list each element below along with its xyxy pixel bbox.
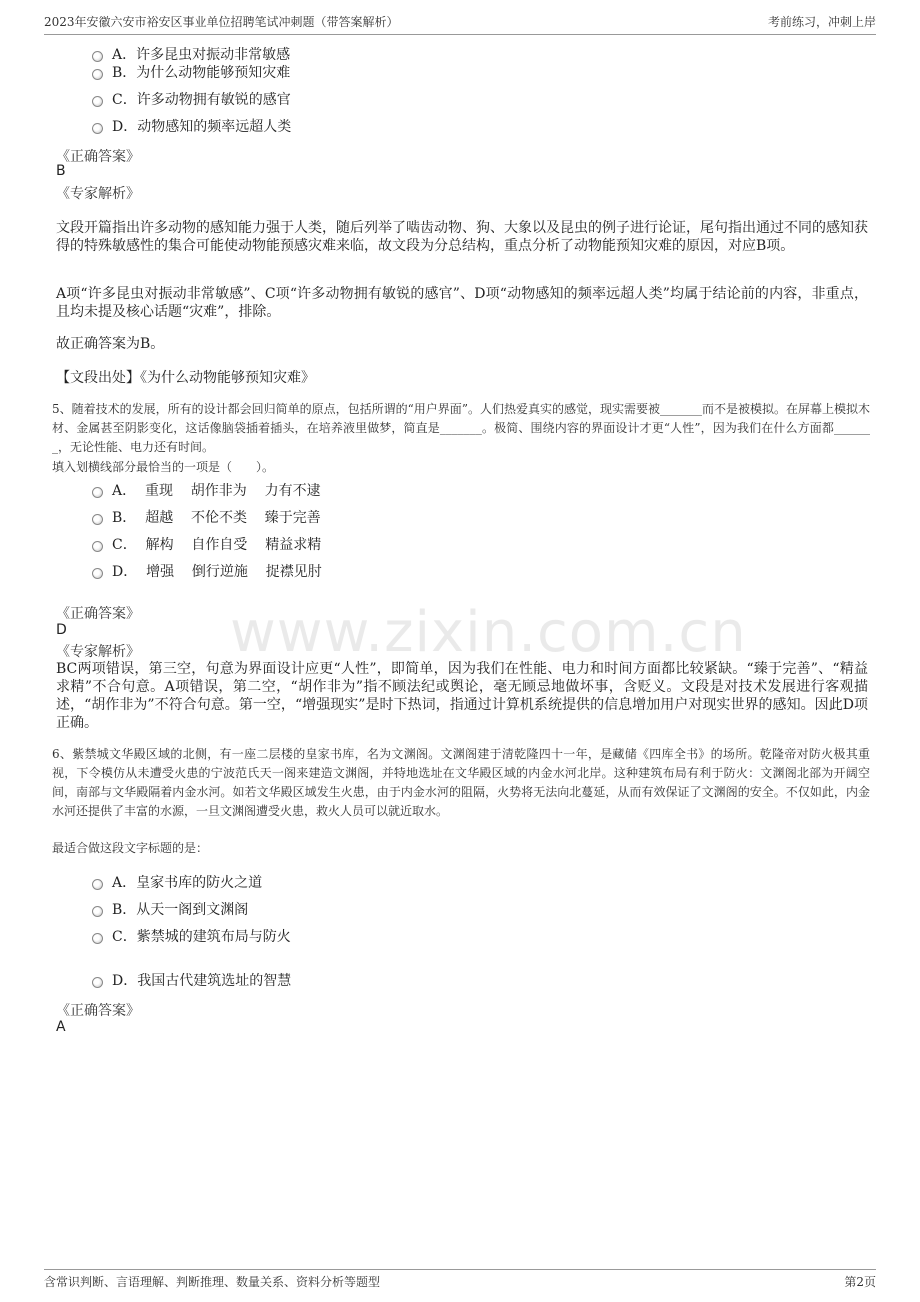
q6-option-c[interactable] [92,926,291,946]
q4-analysis-paragraph-1: 文段开篇指出许多动物的感知能力强于人类，随后列举了啮齿动物、狗、大象以及昆虫的例子进行论证，尾句指出通过不同的感知获得的特殊敏感性的集合可能使动物能预感灾难来临，故文段为分总结构，重点分析了动物能预知灾难的原因，对应B项。 [56,220,868,254]
q5-prompt: 填入划横线部分最恰当的一项是（ ）。 [52,460,275,474]
q4-option-c-text: C．许多动物拥有敏锐的感官 [112,92,291,108]
q4-answer: B [56,163,66,179]
q6-option-a[interactable] [92,872,262,892]
radio-icon[interactable] [92,69,103,80]
q5-answer-label: 《正确答案》 [56,606,140,622]
radio-icon[interactable] [92,879,103,890]
q4-answer-label: 《正确答案》 [56,149,140,165]
radio-icon[interactable] [92,933,103,944]
q4-analysis-paragraph-3: 故正确答案为B。 [56,336,165,352]
watermark: www.zixin.com.cn [230,600,747,665]
q5-analysis: BC两项错误，第三空，句意为界面设计应更“人性”，即简单，因为我们在性能、电力和时间方面都比较紧缺。“臻于完善”、“精益求精”不合句意。A项错误，第二空，“胡作非为”指不顾法纪或舆论，毫无顾忌地做坏事，含贬义。文段是对技术发展进行客观描述，“胡作非为”不符合句意。第一空，“增强现实”是时下热词，指通过计算机系统提供的信息增加用户对现实世界的感知。因此D项正确。 [56,661,868,731]
radio-icon[interactable] [92,977,103,988]
radio-icon[interactable] [92,51,103,62]
q4-analysis-label: 《专家解析》 [56,186,140,202]
q5-option-a-text: A． 重现 胡作非为 力有不逮 [112,483,321,499]
radio-icon[interactable] [92,123,103,134]
q5-option-a[interactable] [92,480,321,500]
q5-answer: D [56,622,67,638]
document-title: 2023年安徽六安市裕安区事业单位招聘笔试冲刺题（带答案解析） [44,15,399,29]
q6-option-d-text: D．我国古代建筑选址的智慧 [112,973,292,989]
q6-option-a-text: A．皇家书库的防火之道 [112,875,263,891]
radio-icon[interactable] [92,514,103,525]
radio-icon[interactable] [92,906,103,917]
q4-option-d[interactable] [92,116,291,136]
radio-icon[interactable] [92,487,103,498]
q4-option-a[interactable] [92,44,290,64]
q6-prompt: 最适合做这段文字标题的是： [52,841,209,855]
q5-stem: 5、随着技术的发展，所有的设计都会回归简单的原点，包括所谓的“用户界面”。人们热爱真实的感觉，现实需要被_______而不是被模拟。在屏幕上模拟木材、金属甚至阴影变化，这话像脑袋插着插头，在培养液里做梦，简直是_______。极简、围绕内容的界面设计才更“人性”，因为我们在什么方面都_______，无论性能、电力还有时间。 [52,402,870,454]
q5-option-c-text: C． 解构 自作自受 精益求精 [112,537,322,553]
q4-source: 【文段出处】《为什么动物能够预知灾难》 [56,370,315,386]
radio-icon[interactable] [92,96,103,107]
q4-option-c[interactable] [92,89,291,109]
q5-option-d-text: D． 增强 倒行逆施 捉襟见肘 [112,564,322,580]
q6-option-d[interactable] [92,970,291,990]
q5-option-b[interactable] [92,507,321,527]
q4-option-b[interactable] [92,62,290,82]
footer-description: 含常识判断、言语理解、判断推理、数量关系、资料分析等题型 [44,1275,381,1289]
q6-answer-label: 《正确答案》 [56,1003,140,1019]
radio-icon[interactable] [92,568,103,579]
q4-option-b-text: B．为什么动物能够预知灾难 [112,65,291,81]
q6-option-b-text: B．从天一阁到文渊阁 [112,902,249,918]
page-number: 第2页 [844,1275,876,1289]
q5-analysis-label: 《专家解析》 [56,644,140,660]
q6-answer: A [56,1019,66,1035]
header-divider [44,34,876,35]
q5-option-b-text: B． 超越 不伦不类 臻于完善 [112,510,321,526]
radio-icon[interactable] [92,541,103,552]
q6-option-c-text: C．紫禁城的建筑布局与防火 [112,929,291,945]
q6-stem: 6、紫禁城文华殿区域的北侧，有一座二层楼的皇家书库，名为文渊阁。文渊阁建于清乾隆四十一年，是藏储《四库全书》的场所。乾隆帝对防火极其重视，下令模仿从未遭受火患的宁波范氏天一阁来建造文渊阁，并特地选址在文华殿区域的内金水河北岸。这种建筑布局有利于防火：文渊阁北部为开阔空间，南部与文华殿隔着内金水河。如若文华殿区域发生火患，由于内金水河的阻隔，火势将无法向北蔓延，从而有效保证了文渊阁的安全。不仅如此，内金水河还提供了丰富的水源，一旦文渊阁遭受火患，救火人员可以就近取水。 [52,747,870,818]
header-slogan: 考前练习，冲刺上岸 [767,15,876,29]
q4-option-d-text: D．动物感知的频率远超人类 [112,119,292,135]
q4-analysis-paragraph-2: A项“许多昆虫对振动非常敏感”、C项“许多动物拥有敏锐的感官”、D项“动物感知的频率远超人类”均属于结论前的内容，非重点，且均未提及核心话题“灾难”，排除。 [56,286,868,320]
q6-option-b[interactable] [92,899,248,919]
q5-option-c[interactable] [92,534,321,554]
q5-option-d[interactable] [92,561,322,581]
footer-divider [44,1269,876,1270]
q4-option-a-text: A．许多昆虫对振动非常敏感 [112,47,291,63]
